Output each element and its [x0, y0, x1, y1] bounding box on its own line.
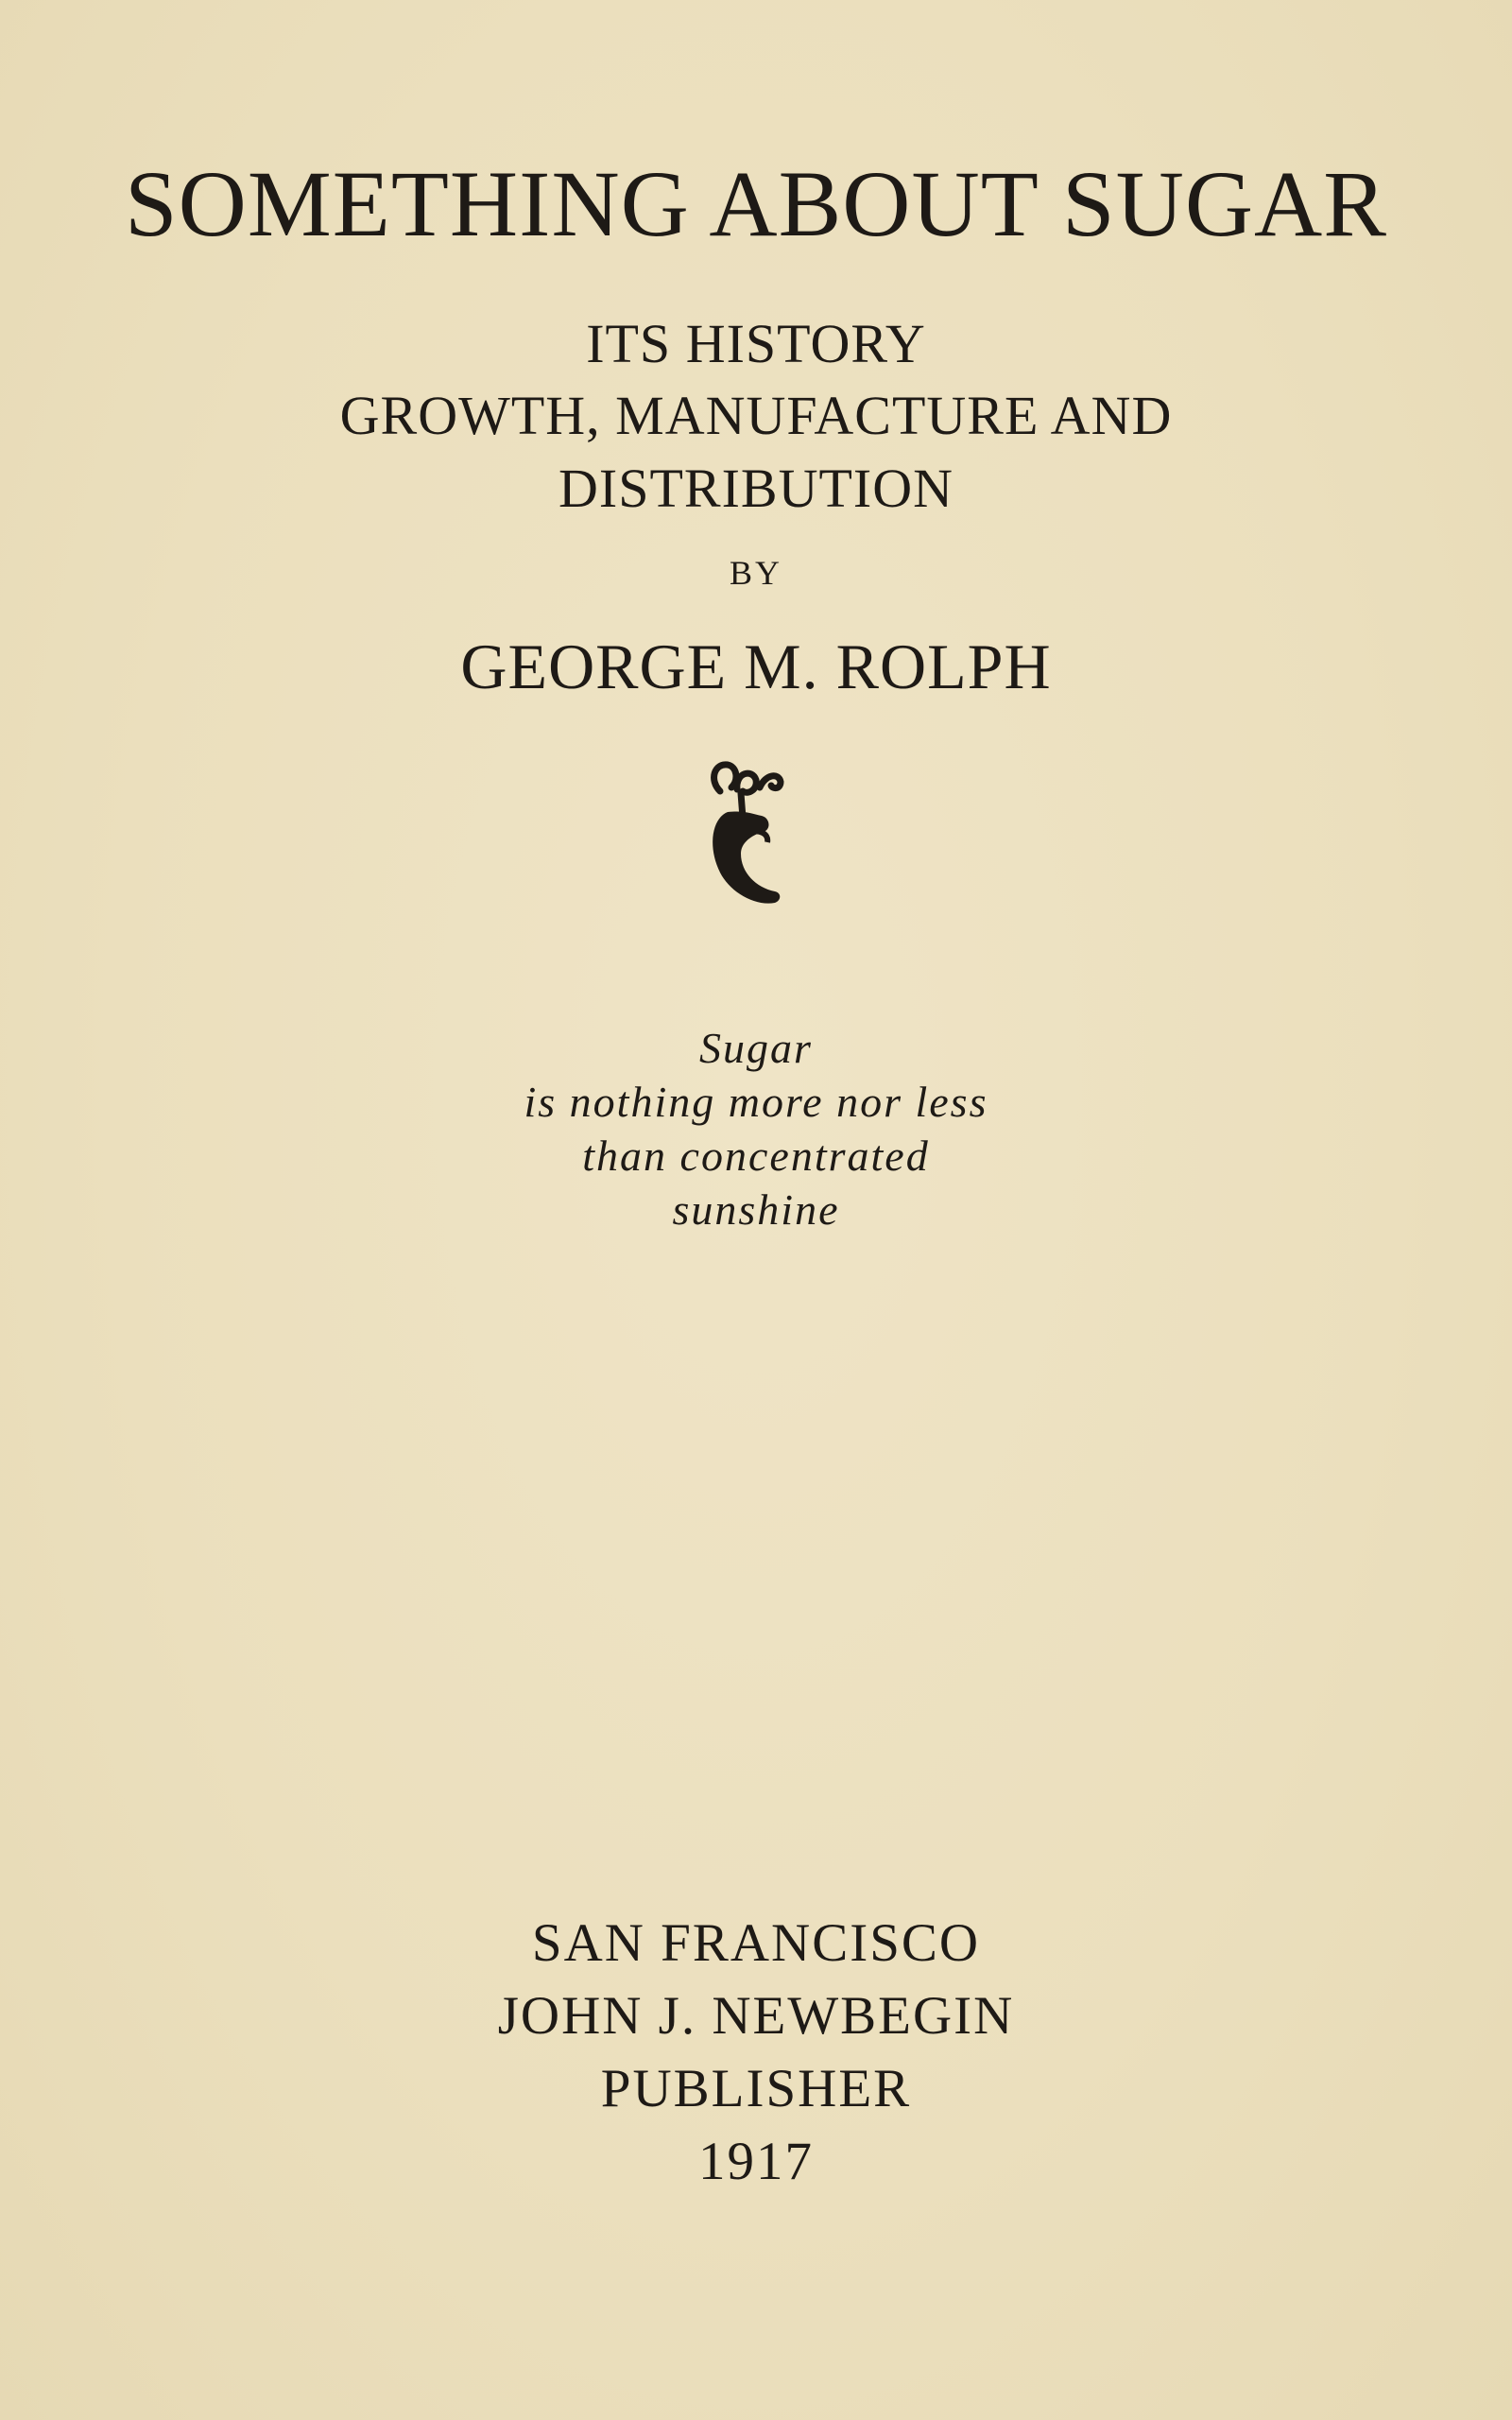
subtitle-line-3: DISTRIBUTION [558, 458, 954, 519]
book-title: SOMETHING ABOUT SUGAR [125, 151, 1387, 256]
floral-fleuron-icon [699, 752, 790, 912]
motto-line-3: than concentrated [582, 1132, 930, 1180]
imprint-publisher: JOHN J. NEWBEGIN [497, 1986, 1015, 2046]
subtitle-line-2: GROWTH, MANUFACTURE AND [339, 385, 1173, 446]
subtitle-line-1: ITS HISTORY [586, 313, 926, 374]
author-name: GEORGE M. ROLPH [460, 631, 1052, 702]
imprint-role: PUBLISHER [600, 2059, 912, 2118]
by-label: BY [729, 554, 782, 592]
motto-line-4: sunshine [672, 1185, 840, 1234]
imprint-place: SAN FRANCISCO [531, 1913, 981, 1973]
motto-line-2: is nothing more nor less [524, 1078, 988, 1126]
motto-line-1: Sugar [699, 1024, 813, 1072]
imprint-year: 1917 [698, 2132, 814, 2191]
